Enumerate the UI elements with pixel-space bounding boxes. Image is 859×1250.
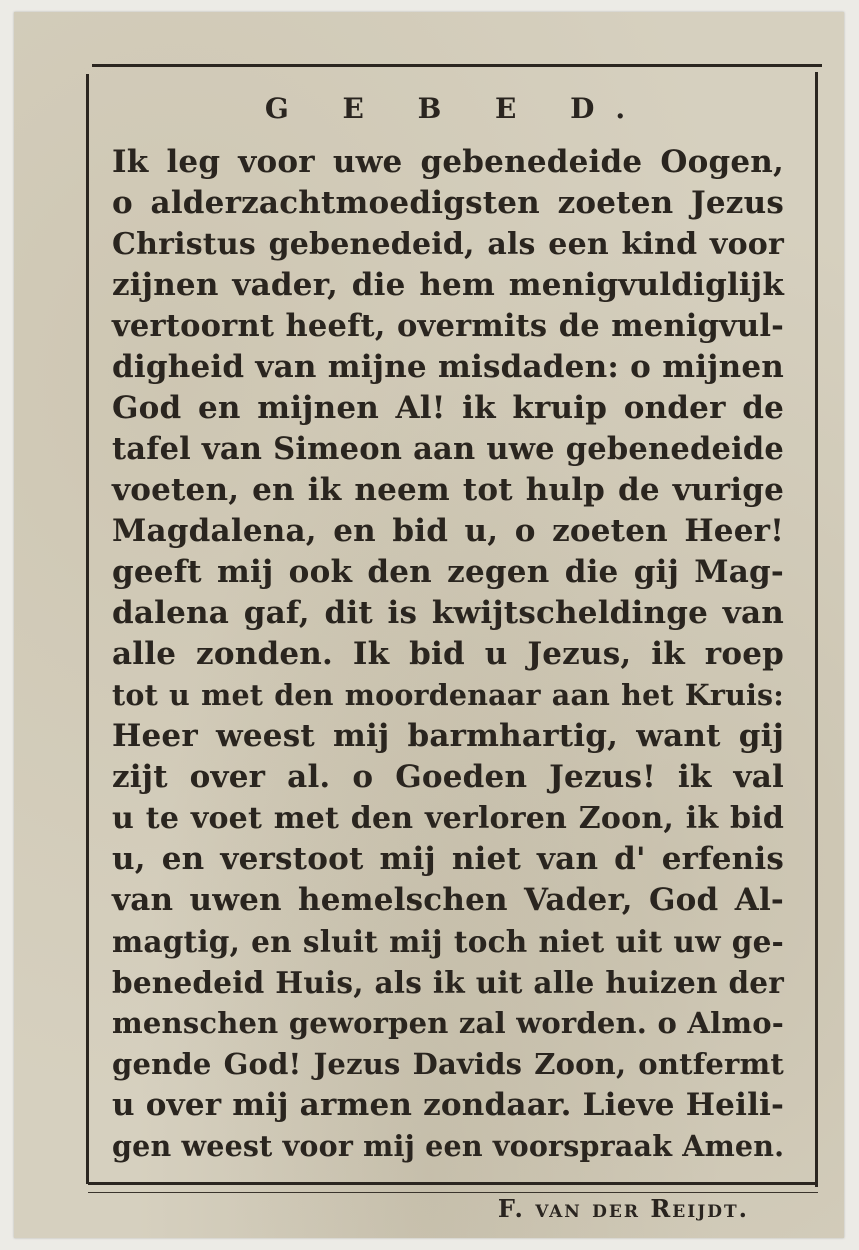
text-line: dalena gaf, dit is kwijtscheldinge van (112, 595, 784, 631)
text-line: o alderzachtmoedigsten zoeten Jezus (112, 185, 784, 221)
prayer-title: G E B E D. (264, 92, 648, 125)
prayer-text (112, 142, 784, 1167)
text-line: alle zonden. Ik bid u Jezus, ik roep (112, 636, 784, 672)
text-line: vertoornt heeft, overmits de menigvul- (112, 308, 784, 344)
text-line: Magdalena, en bid u, o zoeten Heer! (112, 513, 784, 549)
frame-border-top (92, 64, 822, 67)
text-line: God en mijnen Al! ik kruip onder de (112, 390, 784, 426)
text-line: gende God! Jezus Davids Zoon, ontfermt (112, 1047, 784, 1081)
text-line: geeft mij ook den zegen die gij Mag- (112, 554, 784, 590)
text-line: Heer weest mij barmhartig, want gij (112, 718, 784, 754)
text-line: van uwen hemelschen Vader, God Al- (112, 882, 784, 918)
text-line: tot u met den moordenaar aan het Kruis: (112, 678, 784, 712)
text-line: magtig, en sluit mij toch niet uit uw ge- (112, 924, 784, 959)
prayer-card (14, 12, 844, 1238)
text-line: benedeid Huis, als ik uit alle huizen der (112, 965, 784, 1000)
text-line: Ik leg voor uwe gebenedeide Oogen, (112, 144, 784, 180)
frame-border-left (86, 74, 89, 1184)
text-line: gen weest voor mij een voorspraak Amen. (112, 1129, 785, 1163)
text-line: voeten, en ik neem tot hulp de vurige (112, 472, 784, 508)
text-line: zijnen vader, die hem menigvuldiglijk (112, 267, 784, 303)
text-line: u, en verstoot mij niet van d' erfenis (112, 841, 784, 877)
frame-border-bottom (88, 1182, 818, 1185)
text-line: Christus gebenedeid, als een kind voor (112, 227, 784, 262)
text-line: u over mij armen zondaar. Lieve Heili- (112, 1087, 785, 1123)
frame-border-right (815, 72, 818, 1187)
text-line: u te voet met den verloren Zoon, ik bid (112, 801, 784, 836)
frame-border-bottom-thin (88, 1192, 818, 1193)
printer-signature: F. van der Reijdt. (497, 1194, 749, 1223)
text-line: menschen geworpen zal worden. o Almo- (112, 1006, 784, 1040)
text-line: digheid van mijne misdaden: o mijnen (112, 349, 784, 385)
text-line: tafel van Simeon aan uwe gebenedeide (112, 431, 784, 467)
text-line: zijt over al. o Goeden Jezus! ik val (112, 759, 784, 795)
